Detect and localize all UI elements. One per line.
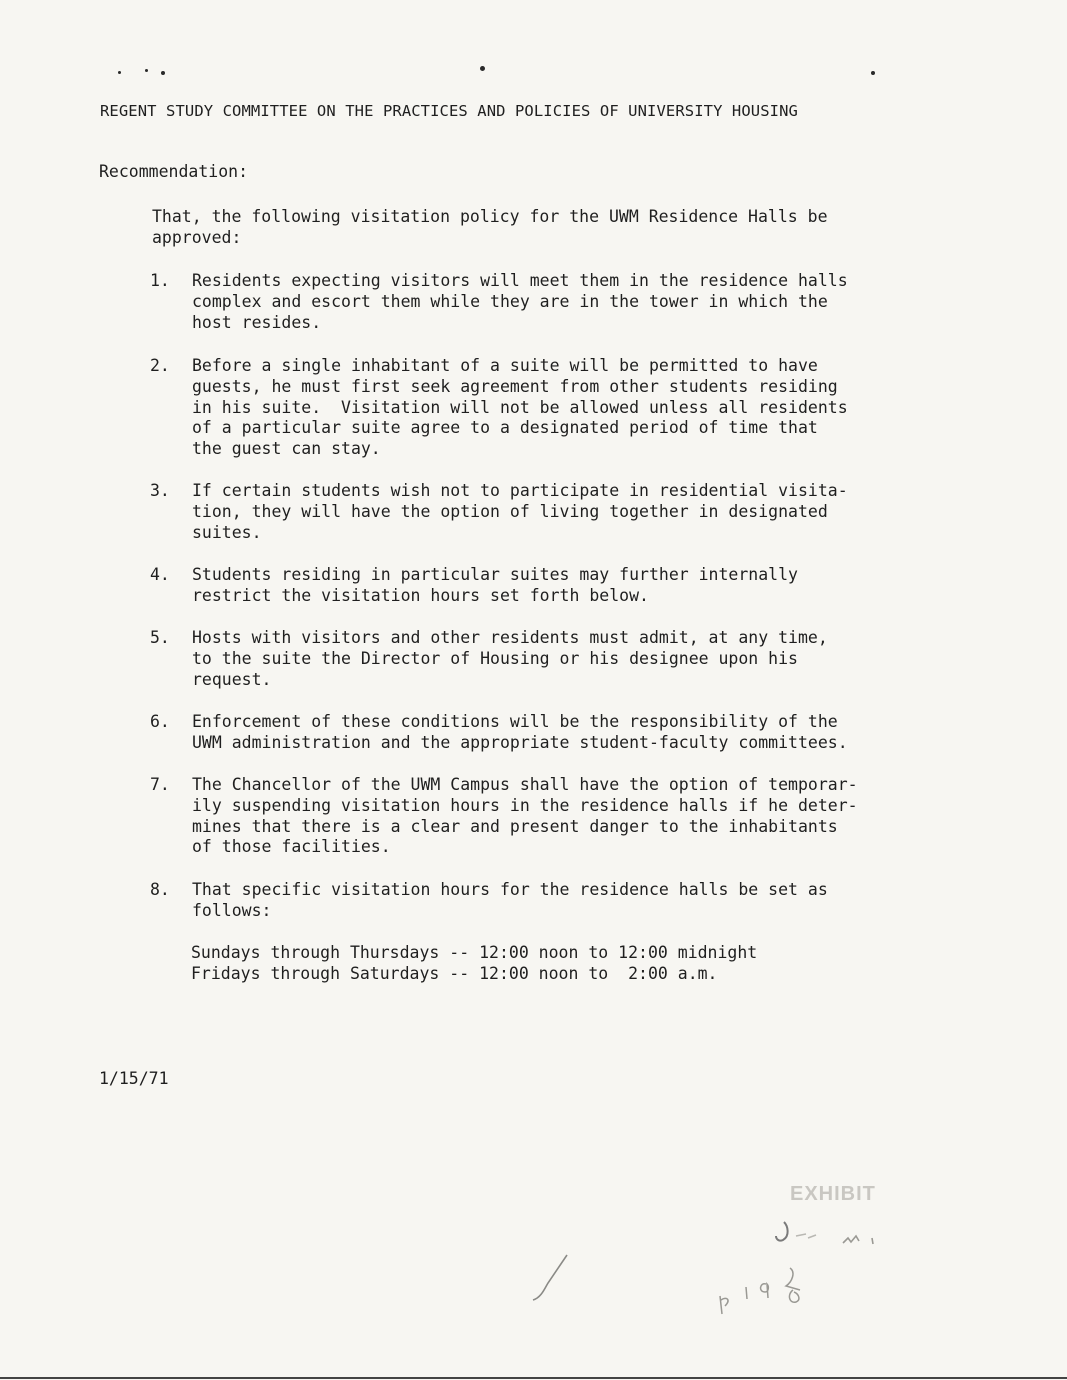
check-mark (533, 1255, 567, 1300)
stamp-scribble (843, 1236, 873, 1244)
stamp-scribble (796, 1234, 816, 1238)
item-text: Residents expecting visitors will meet them in the residence halls complex and escort them while they are in the tower in which the host resides. (192, 271, 848, 332)
handwritten-note (786, 1268, 800, 1302)
intro-paragraph: That, the following visitation policy for the UWM Residence Halls be approved: (152, 207, 828, 247)
item-number: 5. (150, 628, 170, 647)
document-heading: REGENT STUDY COMMITTEE ON THE PRACTICES AND POLICIES OF UNIVERSITY HOUSING (100, 102, 798, 120)
item-number: 4. (150, 565, 170, 584)
punch-mark (145, 69, 148, 72)
item-text: Before a single inhabitant of a suite will be permitted to have guests, he must first seek agreement from other students residing in his suite. Visitation will not be allowed unless all residents of a particular suite agree to a designated period of time that the guest can stay. (192, 356, 848, 459)
item-number: 7. (150, 775, 170, 794)
item-text: Hosts with visitors and other residents must admit, at any time, to the suite the Director of Housing or his designee upon his request. (192, 628, 828, 689)
item-text: Enforcement of these conditions will be the responsibility of the UWM administration and the appropriate student-faculty committees. (192, 712, 848, 752)
page-edge-line (0, 1377, 1067, 1379)
item-text: Students residing in particular suites may further internally restrict the visitation hours set forth below. (192, 565, 798, 605)
handwritten-note (761, 1284, 769, 1298)
item-number: 1. (150, 271, 170, 290)
punch-mark (480, 66, 485, 71)
item-number: 2. (150, 356, 170, 375)
item-number: 3. (150, 481, 170, 500)
document-date: 1/15/71 (99, 1069, 169, 1088)
recommendation-label: Recommendation: (99, 162, 249, 181)
handwritten-note (720, 1296, 728, 1314)
item-text: If certain students wish not to participate in residential visita- tion, they will have the option of living together in designated suites. (192, 481, 848, 542)
punch-mark (871, 71, 875, 75)
item-text: That specific visitation hours for the residence halls be set as follows: (192, 880, 828, 920)
handwritten-note (746, 1287, 747, 1299)
exhibit-stamp: EXHIBIT (790, 1183, 876, 1205)
punch-mark (118, 71, 121, 74)
item-number: 8. (150, 880, 170, 899)
exhibit-letter-mark (776, 1222, 788, 1241)
item-text: The Chancellor of the UWM Campus shall have the option of temporar- ily suspending visitation hours in the residence halls if he deter- mines that there is a clear and present danger to the inhabitants of those facilities. (192, 775, 858, 857)
item-number: 6. (150, 712, 170, 731)
visitation-hours: Sundays through Thursdays -- 12:00 noon to 12:00 midnight Fridays through Saturdays -- 12:00 noon to 2:00 a.m. (191, 943, 758, 983)
punch-mark (161, 71, 165, 75)
